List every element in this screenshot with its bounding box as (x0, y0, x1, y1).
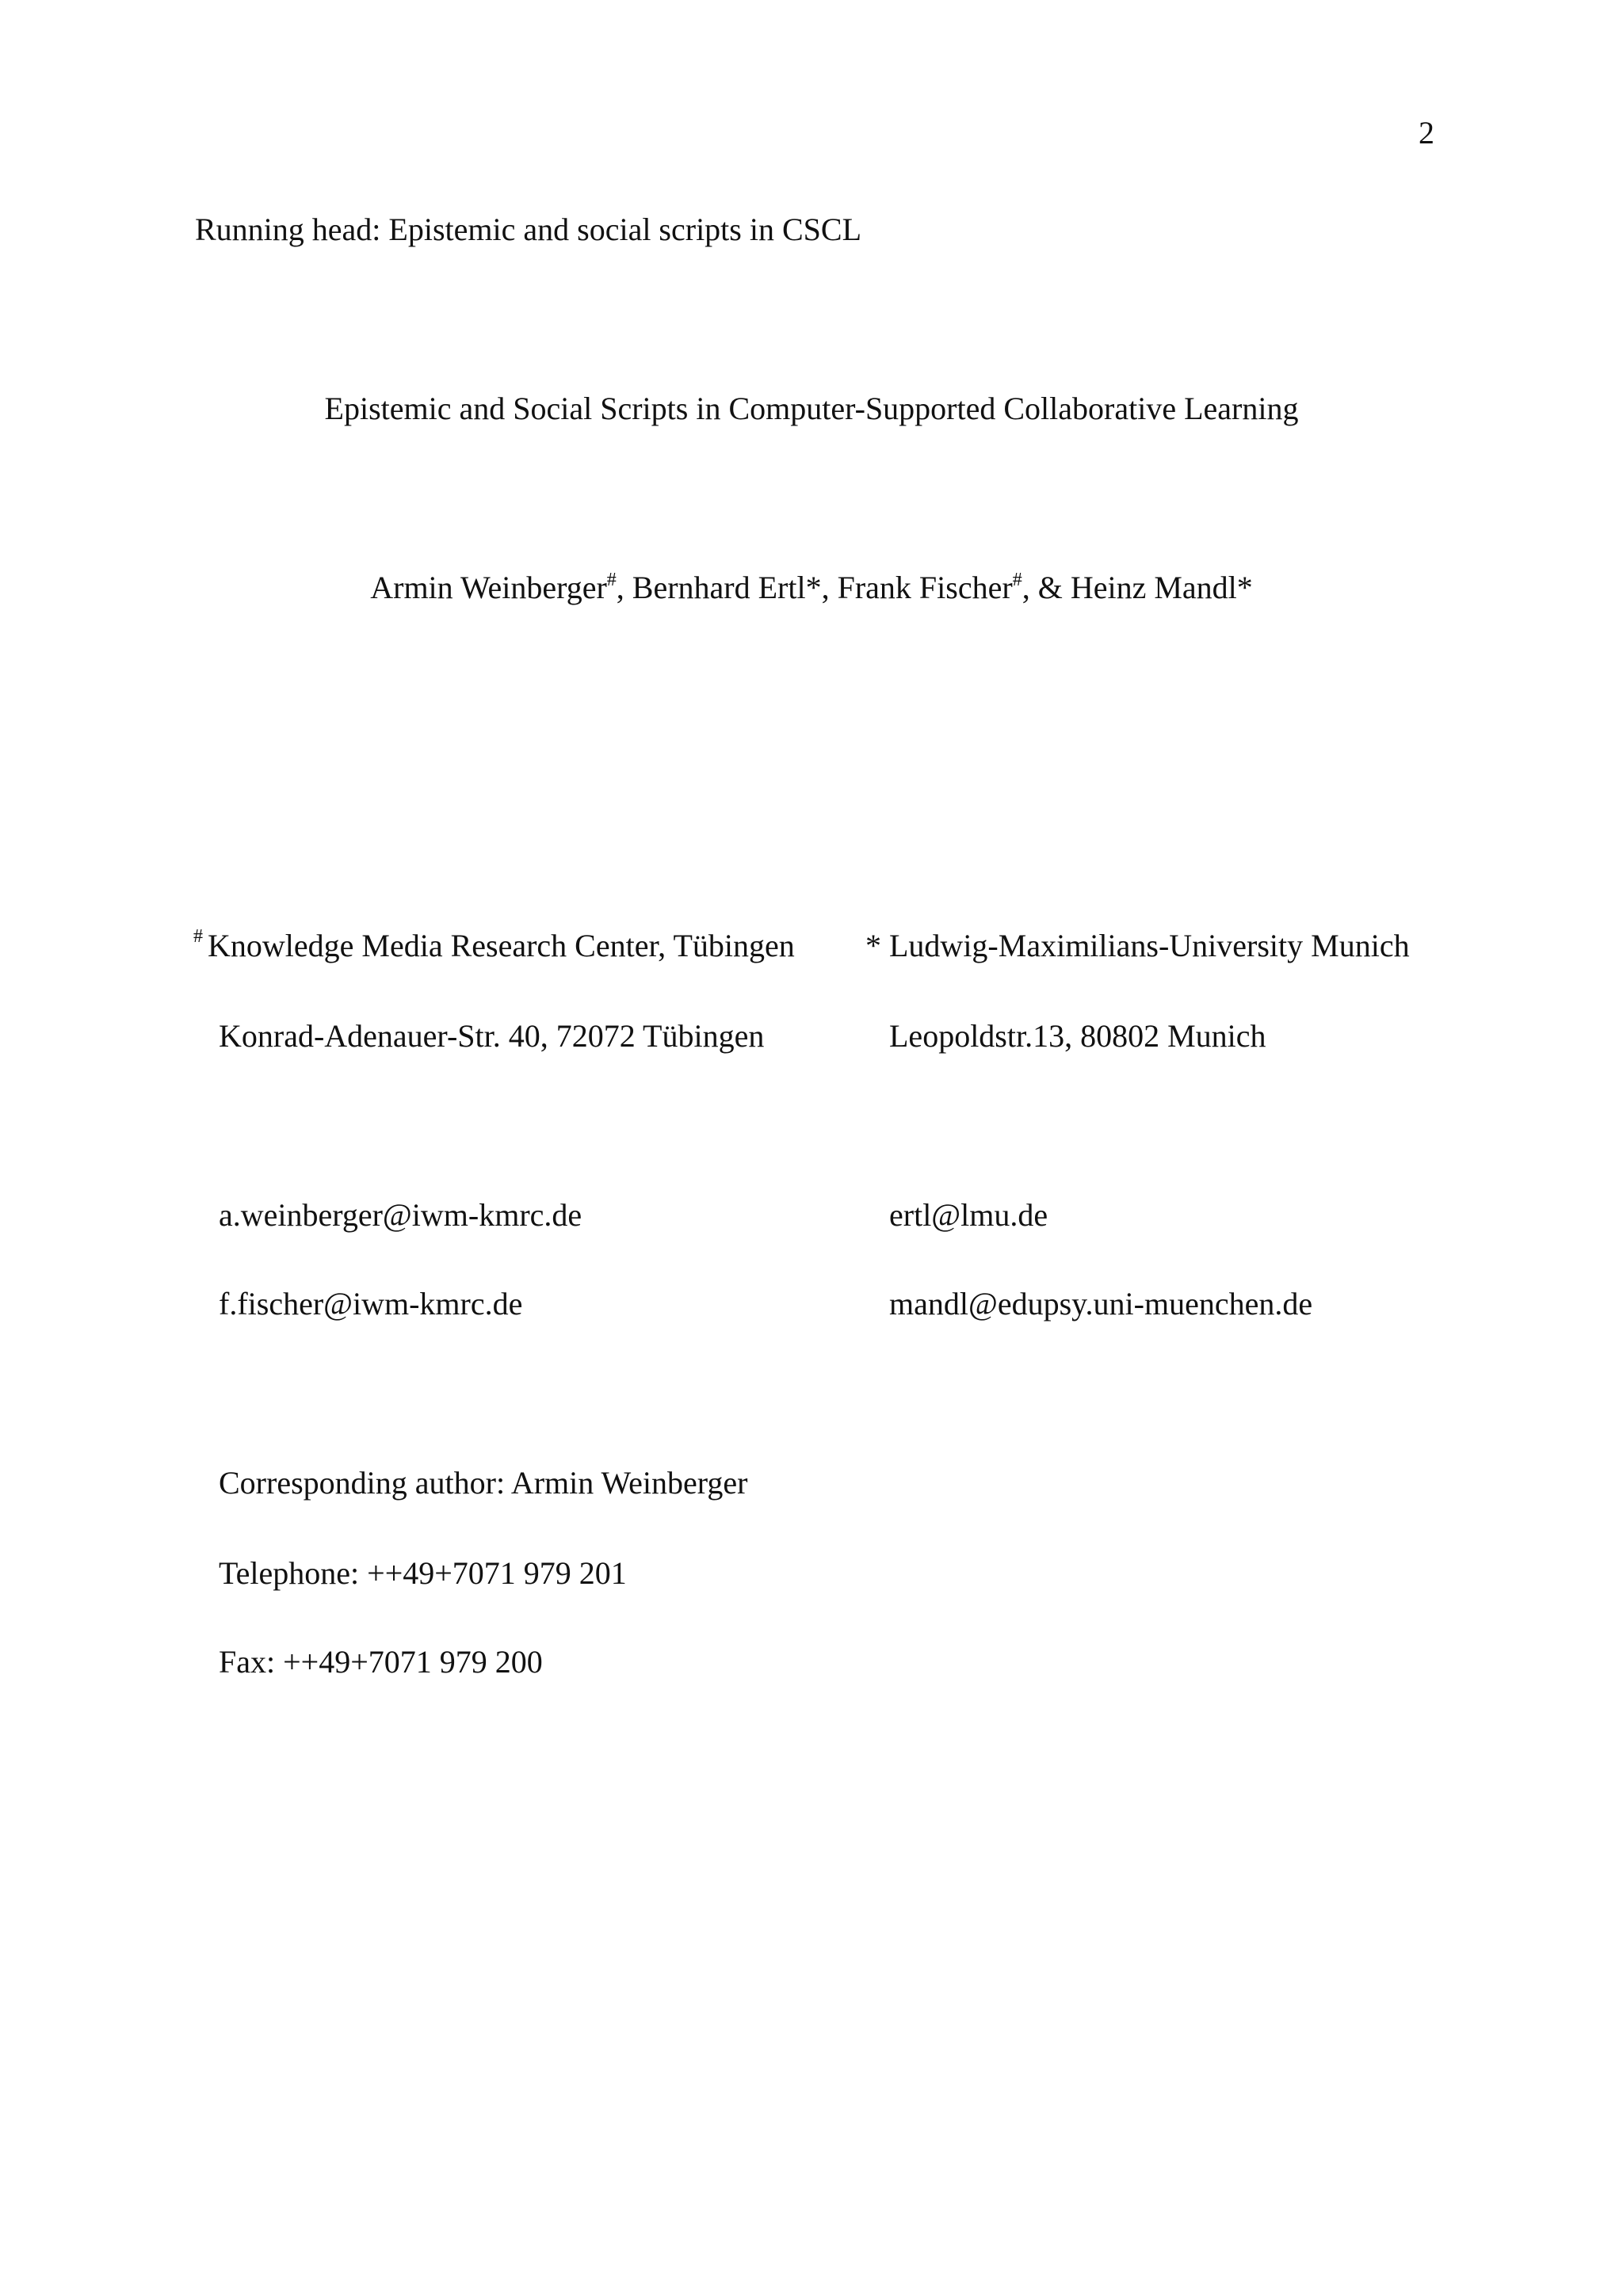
author-separator: , (616, 570, 632, 605)
running-head: Running head: Epistemic and social scripts in CSCL (195, 212, 862, 247)
email-ertl: ertl@lmu.de (889, 1197, 1048, 1233)
affiliation-right-label: Ludwig-Maximilians-University Munich (889, 928, 1410, 963)
author-name: Heinz Mandl (1070, 570, 1237, 605)
author-affiliation-mark: * (805, 570, 822, 605)
author-name: Frank Fischer (837, 570, 1013, 605)
corresponding-author: Corresponding author: Armin Weinberger (219, 1465, 748, 1501)
author-list (0, 569, 1623, 607)
author-affiliation-mark: * (1236, 570, 1253, 605)
affiliation-right-mark: * (865, 928, 881, 963)
author-separator: , (821, 570, 838, 605)
affiliation-left-name (193, 927, 795, 965)
affiliation-right-name (865, 927, 1410, 965)
affiliation-left-mark: # (193, 926, 203, 947)
author-separator: , & (1022, 570, 1071, 605)
telephone: Telephone: ++49+7071 979 201 (219, 1555, 627, 1591)
author-affiliation-mark: # (606, 570, 617, 590)
fax: Fax: ++49+7071 979 200 (219, 1644, 543, 1680)
email-mandl: mandl@edupsy.uni-muenchen.de (889, 1286, 1313, 1322)
author-name: Bernhard Ertl (632, 570, 806, 605)
email-fischer: f.fischer@iwm-kmrc.de (219, 1286, 523, 1322)
author-affiliation-mark: # (1012, 570, 1022, 590)
page-number: 2 (1419, 115, 1434, 151)
affiliation-right-address: Leopoldstr.13, 80802 Munich (889, 1018, 1266, 1054)
affiliation-left-label: Knowledge Media Research Center, Tübingen (208, 928, 795, 963)
affiliation-left-address: Konrad-Adenauer-Str. 40, 72072 Tübingen (219, 1018, 765, 1054)
paper-title: Epistemic and Social Scripts in Computer-Supported Collaborative Learning (324, 391, 1299, 426)
email-weinberger: a.weinberger@iwm-kmrc.de (219, 1197, 582, 1233)
author-name: Armin Weinberger (370, 570, 607, 605)
